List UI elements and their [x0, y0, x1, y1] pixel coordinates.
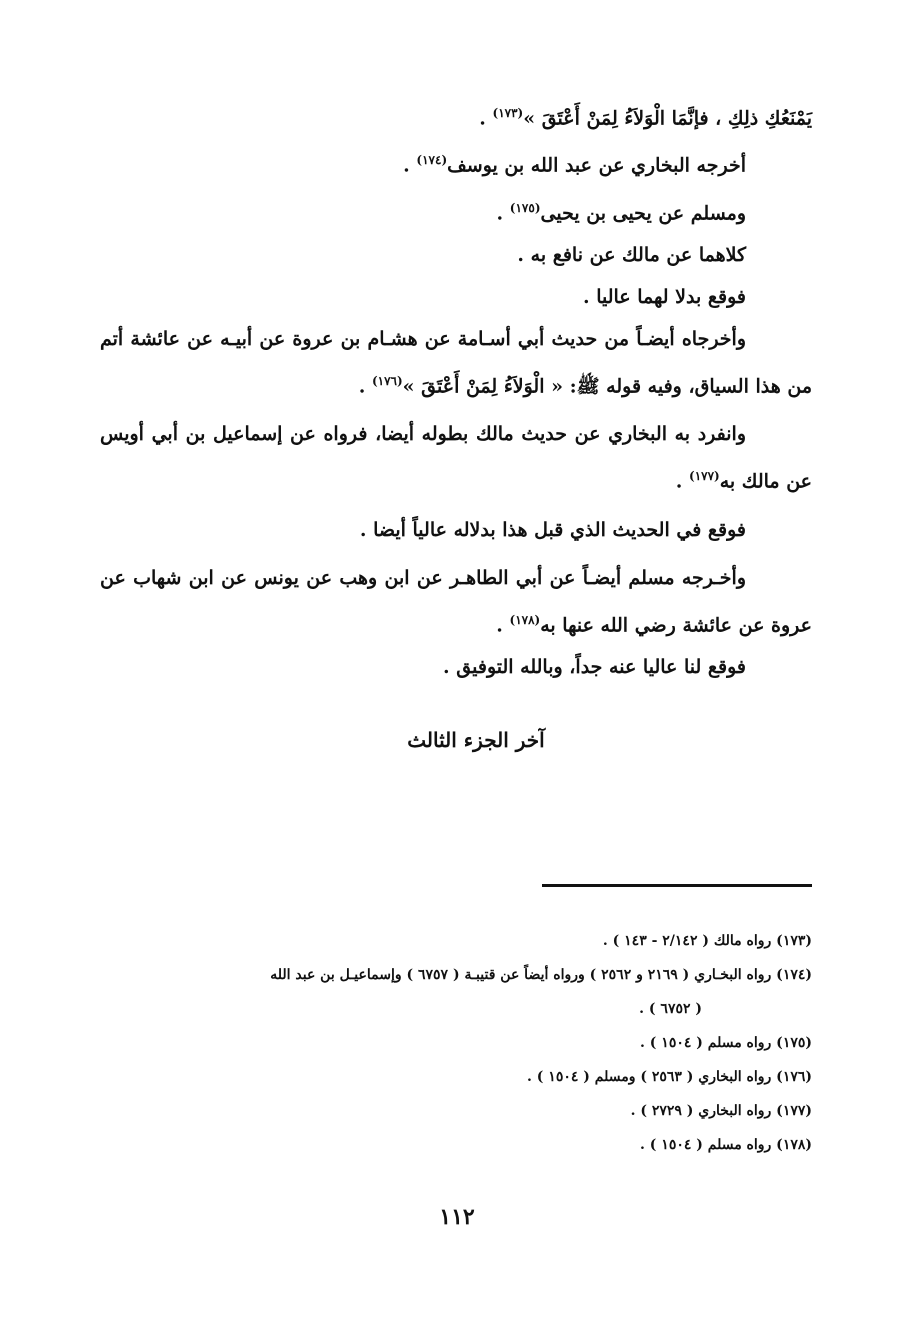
footnote-176: (١٧٦) رواه البخاري ( ٢٥٦٣ ) ومسلم ( ١٥٠٤ ) .	[527, 1069, 812, 1085]
paragraph-3: ومسلم عن يحيى بن يحيى$^{(١٧٥)}$ .	[496, 200, 746, 224]
footnote-177: (١٧٧) رواه البخاري ( ٢٧٢٩ ) .	[630, 1103, 812, 1119]
paragraph-6: وأخرجاه أيضـاً من حديث أبي أسـامة عن هشـام بن عروة عن أبيـه عن عائشة أتم من هذا السياق، وفيه قوله ﷺ: « الْوَلاَءُ لِمَنْ أَعْتَقَ »$^{(١٧٦)}$ .	[100, 327, 812, 398]
page-number: ١١٢	[439, 1204, 475, 1230]
paragraph-10: فوقع لنا عاليا عنه جداً، وبالله التوفيق .	[443, 655, 746, 678]
footnote-divider	[542, 884, 812, 887]
footnote-174-continuation: ( ٦٧٥٢ ) .	[639, 1001, 702, 1017]
paragraph-8: فوقع في الحديث الذي قبل هذا بدلاله عالياً أيضا .	[359, 518, 746, 541]
main-text	[100, 92, 812, 688]
footnote-174: (١٧٤) رواه البخـاري ( ٢١٦٩ و ٢٥٦٢ ) ورواه أيضاً عن قتيبـة ( ٦٧٥٧ ) وإسماعيـل بن عبد الله ( ٦٧٥٢ ) .	[100, 958, 812, 1026]
paragraph-5: فوقع بدلا لهما عاليا .	[582, 285, 746, 308]
paragraph-9: وأخـرجه مسلم أيضـاً عن أبي الطاهـر عن ابن وهب عن يونس عن ابن شهاب عن عروة عن عائشة رضي الله عنها به$^{(١٧٨)}$ .	[100, 566, 812, 636]
paragraph-1: يَمْنَعُكِ ذلِكِ ، فإنَّمَا الْوَلاَءُ لِمَنْ أَعْتَقَ »$^{(١٧٣)}$ .	[479, 106, 812, 130]
footnotes	[100, 924, 812, 1162]
footnote-173: (١٧٣) رواه مالك ( ٢/١٤٢ - ١٤٣ ) .	[602, 933, 812, 949]
paragraph-2: أخرجه البخاري عن عبد الله بن يوسف$^{(١٧٤)}$ .	[403, 153, 746, 177]
paragraph-7: وانفرد به البخاري عن حديث مالك بطوله أيضا، فرواه عن إسماعيل بن أبي أويس عن مالك به$^{(١٧٧)}$ .	[100, 423, 812, 493]
footnote-178: (١٧٨) رواه مسلم ( ١٥٠٤ ) .	[640, 1137, 812, 1153]
footnote-175: (١٧٥) رواه مسلم ( ١٥٠٤ ) .	[640, 1035, 812, 1051]
section-end-title: آخر الجزء الثالث	[407, 728, 545, 752]
paragraph-4: كلاهما عن مالك عن نافع به .	[517, 243, 746, 266]
